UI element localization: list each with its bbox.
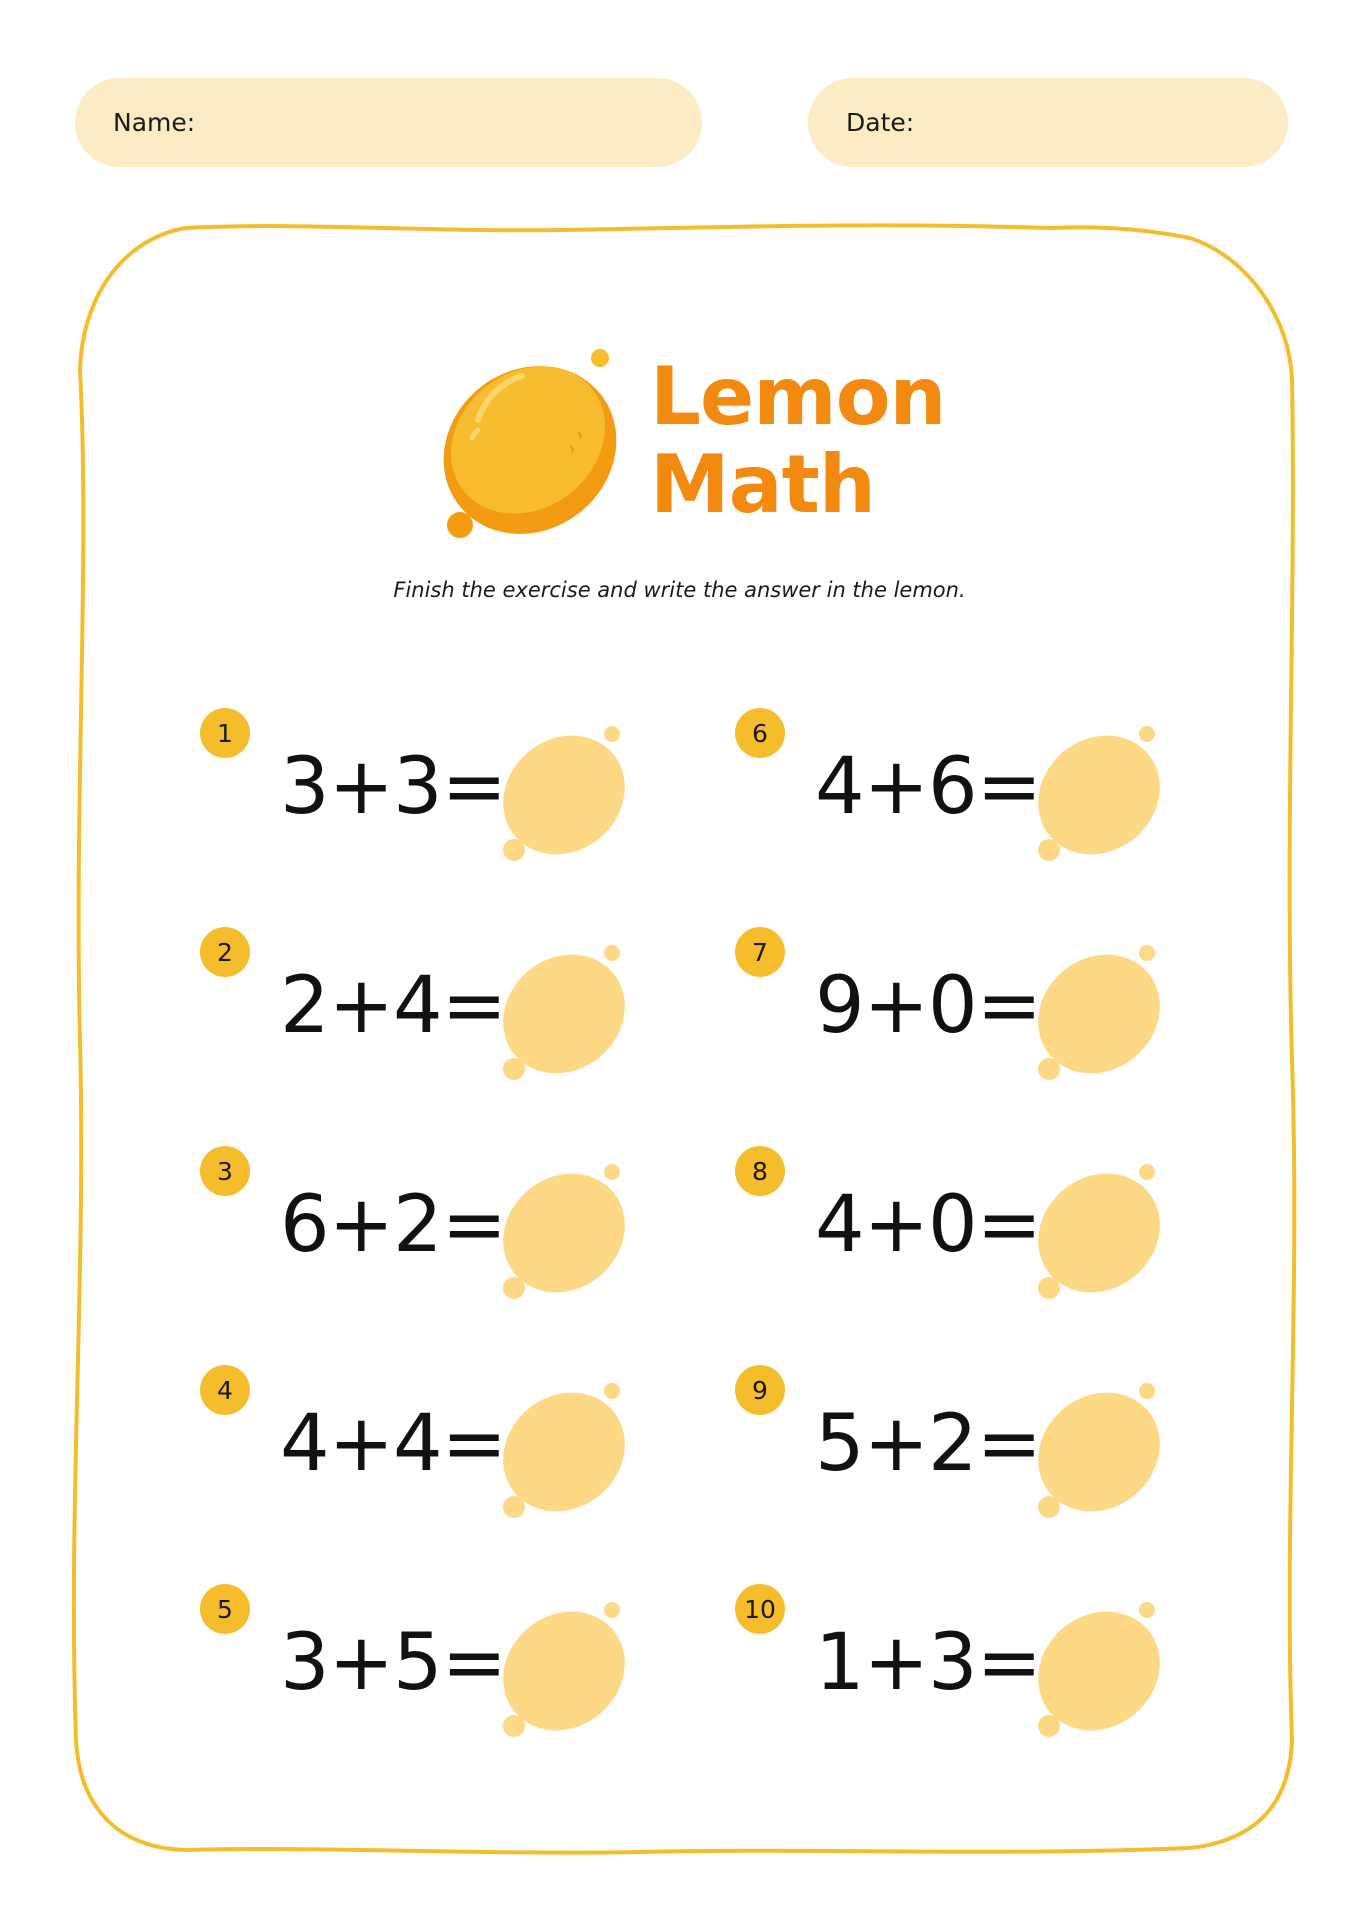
problem-number-badge: 6 (735, 708, 785, 758)
worksheet-title-line2: Math (650, 438, 875, 531)
problem-equation: 4+4= (280, 1399, 506, 1489)
problem-equation: 3+5= (280, 1618, 506, 1708)
problem-equation: 9+0= (815, 961, 1041, 1051)
problem-equation: 5+2= (815, 1399, 1041, 1489)
problem-number-badge: 3 (200, 1146, 250, 1196)
problem-item (735, 927, 1255, 1087)
problem-number-badge: 7 (735, 927, 785, 977)
problem-number-badge: 9 (735, 1365, 785, 1415)
problem-equation: 2+4= (280, 961, 506, 1051)
problem-equation: 3+3= (280, 742, 506, 832)
date-label: Date: (846, 108, 915, 137)
problem-item (735, 1584, 1255, 1744)
lemon-answer-icon[interactable] (498, 720, 633, 865)
problem-number-badge: 1 (200, 708, 250, 758)
problem-number-badge: 8 (735, 1146, 785, 1196)
lemon-answer-icon[interactable] (498, 1596, 633, 1741)
worksheet-title-line1: Lemon (650, 350, 946, 443)
lemon-answer-icon[interactable] (498, 939, 633, 1084)
problem-item (200, 927, 720, 1087)
problem-number-badge: 5 (200, 1584, 250, 1634)
lemon-answer-icon[interactable] (1033, 1377, 1168, 1522)
lemon-answer-icon[interactable] (498, 1377, 633, 1522)
name-label: Name: (113, 108, 196, 137)
lemon-answer-icon[interactable] (498, 1158, 633, 1303)
problem-number-badge: 4 (200, 1365, 250, 1415)
problem-item (200, 1146, 720, 1306)
lemon-answer-icon[interactable] (1033, 1596, 1168, 1741)
instruction-text: Finish the exercise and write the answer in the lemon. (393, 578, 966, 602)
problem-item (735, 1365, 1255, 1525)
lemon-answer-icon[interactable] (1033, 1158, 1168, 1303)
problem-equation: 4+6= (815, 742, 1041, 832)
problem-number-badge: 2 (200, 927, 250, 977)
problem-item (735, 708, 1255, 868)
problem-item (200, 1365, 720, 1525)
lemon-icon (430, 340, 630, 550)
problem-item (200, 1584, 720, 1744)
lemon-answer-icon[interactable] (1033, 939, 1168, 1084)
lemon-answer-icon[interactable] (1033, 720, 1168, 865)
problem-item (200, 708, 720, 868)
problem-item (735, 1146, 1255, 1306)
problem-equation: 4+0= (815, 1180, 1041, 1270)
problem-number-badge: 10 (735, 1584, 785, 1634)
problem-equation: 1+3= (815, 1618, 1041, 1708)
problem-equation: 6+2= (280, 1180, 506, 1270)
